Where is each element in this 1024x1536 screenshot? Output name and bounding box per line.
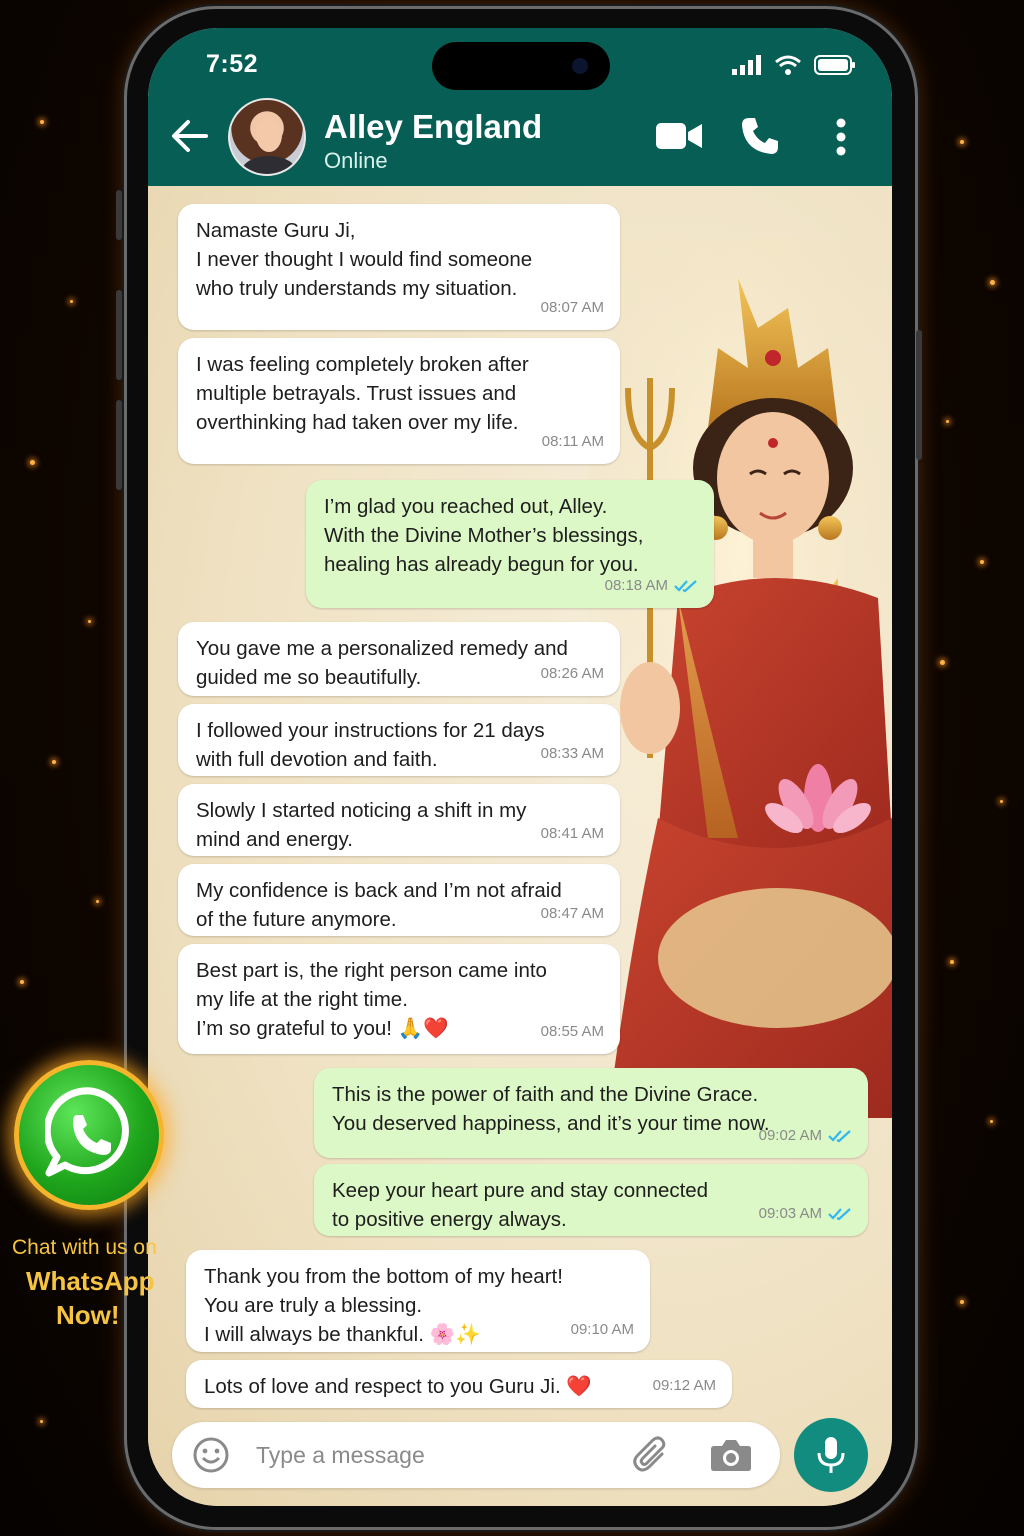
message-time: 08:11 AM bbox=[541, 433, 604, 450]
promo-text: Chat with us on bbox=[12, 1236, 157, 1259]
message-time: 08:33 AM bbox=[540, 745, 604, 762]
contact-status: Online bbox=[324, 148, 388, 173]
attach-icon[interactable] bbox=[632, 1436, 670, 1474]
dynamic-island bbox=[432, 42, 610, 90]
message-bubble-incoming[interactable] bbox=[178, 864, 620, 936]
message-bubble-incoming[interactable] bbox=[178, 944, 620, 1054]
promo-text: Now! bbox=[56, 1300, 120, 1330]
status-time: 7:52 bbox=[206, 50, 259, 78]
message-bubble-outgoing[interactable] bbox=[314, 1164, 868, 1236]
status-icons bbox=[732, 54, 856, 76]
message-text: My confidence is back and I’m not afraid of the future anymore. bbox=[196, 879, 562, 931]
message-time: 08:26 AM bbox=[540, 665, 604, 682]
message-time: 08:18 AM bbox=[604, 577, 668, 594]
phone-volume-up bbox=[116, 290, 122, 380]
message-meta bbox=[541, 819, 604, 848]
phone-volume-down bbox=[116, 400, 122, 490]
message-meta bbox=[541, 659, 604, 688]
back-arrow-icon[interactable] bbox=[170, 116, 210, 156]
message-bubble-incoming[interactable] bbox=[186, 1360, 732, 1408]
avatar[interactable] bbox=[228, 98, 306, 176]
chat-header bbox=[148, 28, 892, 186]
promo-text: WhatsApp bbox=[26, 1266, 155, 1296]
phone-power-button bbox=[916, 330, 922, 460]
message-bubble-incoming[interactable] bbox=[186, 1250, 650, 1352]
message-meta bbox=[541, 739, 604, 768]
goddess-illustration bbox=[588, 238, 892, 1118]
message-meta bbox=[542, 427, 604, 456]
phone-side-button bbox=[116, 190, 122, 240]
message-meta bbox=[541, 293, 604, 322]
message-text: This is the power of faith and the Divine Grace. You deserved happiness, and it’s your time now. bbox=[332, 1083, 770, 1135]
message-meta bbox=[759, 1199, 852, 1228]
message-text: Slowly I started noticing a shift in my mind and energy. bbox=[196, 799, 527, 851]
message-meta bbox=[571, 1315, 634, 1344]
message-time: 08:55 AM bbox=[540, 1023, 604, 1040]
message-input[interactable]: Type a message bbox=[256, 1442, 425, 1468]
message-text: Lots of love and respect to you Guru Ji. ❤️ bbox=[204, 1375, 592, 1398]
message-time: 09:12 AM bbox=[652, 1377, 716, 1394]
battery-icon bbox=[814, 54, 856, 76]
message-time: 08:41 AM bbox=[540, 825, 604, 842]
front-camera bbox=[572, 58, 588, 74]
avatar-shoulders bbox=[242, 156, 296, 176]
message-meta bbox=[653, 1371, 716, 1400]
message-meta bbox=[541, 899, 604, 928]
message-bubble-outgoing[interactable] bbox=[314, 1068, 868, 1158]
message-bubble-incoming[interactable] bbox=[178, 338, 620, 464]
message-text: I followed your instructions for 21 days with full devotion and faith. bbox=[196, 719, 545, 771]
message-time: 08:07 AM bbox=[540, 299, 604, 316]
double-tick-read-icon bbox=[828, 1129, 852, 1143]
message-meta bbox=[541, 1017, 604, 1046]
phone-screen bbox=[148, 28, 892, 1506]
message-bubble-incoming[interactable] bbox=[178, 622, 620, 696]
phone-icon[interactable] bbox=[740, 116, 780, 156]
camera-icon[interactable] bbox=[710, 1438, 752, 1472]
message-time: 09:10 AM bbox=[570, 1321, 634, 1338]
mic-button[interactable] bbox=[794, 1418, 868, 1492]
message-text: Best part is, the right person came into my life at the right time. I’m so grateful to you! 🙏❤️ bbox=[196, 959, 547, 1040]
whatsapp-promo-button[interactable] bbox=[14, 1060, 164, 1210]
contact-name[interactable]: Alley England bbox=[324, 108, 543, 145]
message-text: You gave me a personalized remedy and guided me so beautifully. bbox=[196, 637, 568, 689]
message-bubble-incoming[interactable] bbox=[178, 704, 620, 776]
message-text: Thank you from the bottom of my heart! You are truly a blessing. I will always be thankful. 🌸✨ bbox=[204, 1265, 563, 1346]
message-text: Namaste Guru Ji, I never thought I would find someone who truly understands my situation. bbox=[196, 219, 533, 300]
mic-icon bbox=[816, 1435, 846, 1475]
video-call-icon[interactable] bbox=[656, 120, 702, 152]
avatar-face bbox=[256, 118, 282, 152]
message-meta bbox=[605, 571, 698, 600]
message-composer[interactable] bbox=[172, 1422, 780, 1488]
whatsapp-logo-icon bbox=[45, 1087, 137, 1183]
message-text: I’m glad you reached out, Alley. With the Divine Mother’s blessings, healing has already begun for you. bbox=[324, 495, 644, 576]
emoji-icon[interactable] bbox=[192, 1436, 230, 1474]
double-tick-read-icon bbox=[828, 1207, 852, 1221]
double-tick-read-icon bbox=[674, 579, 698, 593]
message-time: 09:03 AM bbox=[758, 1205, 822, 1222]
message-text: I was feeling completely broken after multiple betrayals. Trust issues and overthinking had taken over my life. bbox=[196, 353, 529, 434]
more-options-icon[interactable] bbox=[834, 118, 848, 156]
message-time: 08:47 AM bbox=[540, 905, 604, 922]
message-bubble-outgoing[interactable] bbox=[306, 480, 714, 608]
message-text: Keep your heart pure and stay connected to positive energy always. bbox=[332, 1179, 709, 1231]
message-bubble-incoming[interactable] bbox=[178, 784, 620, 856]
message-time: 09:02 AM bbox=[758, 1127, 822, 1144]
message-bubble-incoming[interactable] bbox=[178, 204, 620, 330]
wifi-icon bbox=[774, 54, 802, 76]
signal-icon bbox=[732, 55, 762, 75]
message-meta bbox=[759, 1121, 852, 1150]
